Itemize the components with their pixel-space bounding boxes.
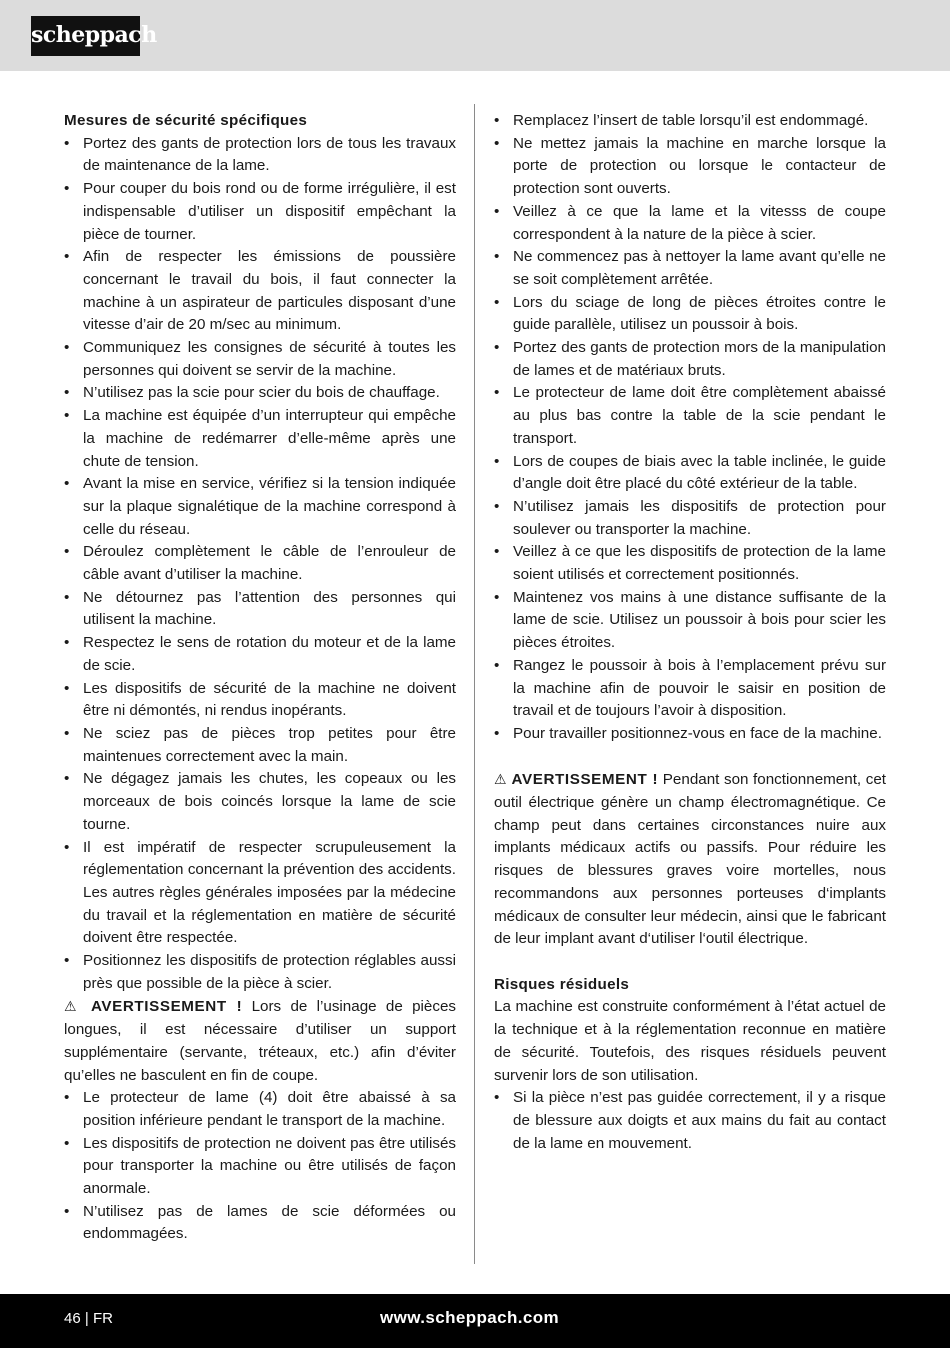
- bullet-icon: •: [494, 1089, 500, 1107]
- list-item-text: N’utilisez pas de lames de scie déformées ou endommagées.: [83, 1202, 456, 1243]
- bullet-icon: •: [64, 770, 70, 788]
- list-item: [64, 1087, 456, 1132]
- footer-separator: |: [84, 1310, 89, 1327]
- list-item: [64, 632, 456, 677]
- list-item-text: Ne sciez pas de pièces trop petites pour être maintenues correctement avec la main.: [83, 724, 456, 765]
- warning-triangle-icon: ⚠: [64, 998, 82, 1015]
- section-heading-residual-risks: Risques résiduels: [494, 975, 630, 993]
- bullet-icon: •: [64, 134, 70, 152]
- list-item-text: Il est impératif de respecter scrupuleusement la réglementation concernant la prévention des accidents. Les autres règles générales imposées par la médecine du travail et la réglementation en matière de sécurité doivent être respectée.: [83, 838, 456, 947]
- list-item-text: N’utilisez pas la scie pour scier du bois de chauffage.: [83, 384, 440, 402]
- bullet-icon: •: [64, 248, 70, 266]
- bullet-icon: •: [494, 248, 500, 266]
- section-heading-safety: Mesures de sécurité spécifiques: [64, 112, 308, 129]
- warning-triangle-icon: ⚠: [494, 771, 507, 788]
- bullet-icon: •: [494, 543, 500, 561]
- residual-risks-list: [494, 1087, 886, 1155]
- list-item-text: Communiquez les consignes de sécurité à toutes les personnes qui doivent se servir de la machine.: [83, 339, 456, 379]
- list-item: [494, 337, 886, 382]
- list-item-text: Afin de respecter les émissions de poussière concernant le travail du bois, il faut connecter la machine à un aspirateur de particules disposant d’une vitesse d’air de 20 m/sec au minimum.: [83, 248, 456, 334]
- list-item: [494, 1087, 886, 1155]
- bullet-icon: •: [64, 339, 70, 357]
- list-item: [494, 496, 886, 541]
- list-item-text: Veillez à ce que la lame et la vitesss de coupe correspondent à la nature de la pièce à scier.: [513, 202, 886, 243]
- bullet-icon: •: [64, 1134, 70, 1152]
- spacer: [494, 951, 886, 974]
- list-item-text: Le protecteur de lame (4) doit être abaissé à sa position inférieure pendant le transport de la machine.: [83, 1089, 456, 1129]
- list-item-text: Respectez le sens de rotation du moteur et de la lame de scie.: [83, 634, 456, 674]
- list-item: [494, 723, 886, 746]
- spacer: [494, 746, 886, 769]
- list-item-text: Le protecteur de lame doit être complètement abaissé au plus bas contre la table de la scie pendant le transport.: [513, 384, 886, 447]
- list-item-text: Les dispositifs de protection ne doivent pas être utilisés pour transporter la machine ou être utilisés de façon anormale.: [83, 1134, 456, 1198]
- bullet-icon: •: [64, 543, 70, 561]
- bullet-icon: •: [64, 180, 70, 198]
- bullet-icon: •: [494, 202, 500, 220]
- list-item: [64, 178, 456, 246]
- list-item-text: Ne détournez pas l’attention des personnes qui utilisent la machine.: [83, 588, 456, 629]
- list-item: [494, 451, 886, 496]
- list-item: [494, 587, 886, 655]
- bullet-icon: •: [64, 384, 70, 402]
- bullet-icon: •: [494, 293, 500, 311]
- left-column: [64, 110, 456, 1246]
- list-item-text: Rangez le poussoir à bois à l’emplacement prévu sur la machine afin de pouvoir le saisir en position de travail et de toujours l’avoir à disposition.: [513, 656, 886, 720]
- list-item: [494, 541, 886, 586]
- bullet-icon: •: [64, 634, 70, 652]
- bullet-icon: •: [494, 134, 500, 152]
- list-item: [64, 837, 456, 951]
- list-item: [494, 201, 886, 246]
- list-item-text: Lors du sciage de long de pièces étroites contre le guide parallèle, utilisez un poussoir à bois.: [513, 293, 886, 334]
- list-item-text: Ne commencez pas à nettoyer la lame avant qu’elle ne se soit complètement arrêtée.: [513, 248, 886, 288]
- warning-label: AVERTISSEMENT !: [90, 998, 243, 1016]
- list-item-text: Pour couper du bois rond ou de forme irrégulière, il est indispensable d’utiliser un dispositif empêchant la pièce de tourner.: [83, 180, 456, 243]
- list-item: [64, 1133, 456, 1201]
- bullet-icon: •: [494, 656, 500, 674]
- safety-list-1: [64, 133, 456, 996]
- warning-label: AVERTISSEMENT !: [511, 771, 659, 789]
- list-item-text: Pour travailler positionnez-vous en face de la machine.: [513, 724, 882, 742]
- bullet-icon: •: [64, 475, 70, 493]
- list-item-text: Positionnez les dispositifs de protection réglables aussi près que possible de la pièce à scier.: [83, 952, 456, 992]
- language-code: FR: [92, 1310, 113, 1327]
- list-item-text: Maintenez vos mains à une distance suffisante de la lame de scie. Utilisez un poussoir à bois pour scier les pièces étroites.: [513, 588, 886, 652]
- list-item: [64, 587, 456, 632]
- bullet-icon: •: [64, 407, 70, 425]
- list-item: [64, 723, 456, 768]
- page-number: 46: [64, 1310, 81, 1327]
- bullet-icon: •: [64, 1202, 70, 1220]
- list-item-text: Veillez à ce que les dispositifs de protection de la lame soient utilisés et correctement positionnés.: [513, 543, 886, 584]
- page-header: [0, 0, 950, 71]
- residual-risks-text: La machine est construite conformément à l’état actuel de la technique et à la réglementation reconnue en matière de sécurité. Toutefois, des risques résiduels peuvent survenir lors de son utilisation.: [494, 998, 886, 1084]
- warning-paragraph-right: [494, 768, 886, 951]
- list-item-text: Déroulez complètement le câble de l’enrouleur de câble avant d’utiliser la machine.: [83, 543, 456, 584]
- list-item: [64, 541, 456, 586]
- column-divider: [474, 104, 475, 1264]
- list-item-text: Ne mettez jamais la machine en marche lorsque la porte de protection ou lorsque le contacteur de protection sont ouverts.: [513, 134, 886, 198]
- list-item-text: N’utilisez jamais les dispositifs de protection pour soulever ou transporter la machine.: [513, 497, 886, 538]
- list-item: [494, 655, 886, 723]
- bullet-icon: •: [64, 588, 70, 606]
- bullet-icon: •: [64, 1089, 70, 1107]
- list-item-text: Ne dégagez jamais les chutes, les copeaux ou les morceaux de bois coincés lorsque la lame de scie tourne.: [83, 770, 456, 833]
- scheppach-logo: scheppach: [31, 16, 140, 56]
- bullet-icon: •: [494, 724, 500, 742]
- warning-paragraph-left: [64, 995, 456, 1087]
- bullet-icon: •: [494, 588, 500, 606]
- list-item-text: La machine est équipée d’un interrupteur qui empêche la machine de redémarrer d’elle-même après une chute de tension.: [83, 407, 456, 470]
- warning-text: Lors de l’usinage de pièces longues, il est nécessaire d’utiliser un support supplémentaire (servante, tréteaux, etc.) afin d’éviter qu’elles ne basculent en fin de coupe.: [64, 998, 456, 1084]
- list-item: [64, 1201, 456, 1246]
- list-item: [494, 292, 886, 337]
- bullet-icon: •: [494, 339, 500, 357]
- warning-text: Pendant son fonctionnement, cet outil électrique génère un champ électromagnétique. Ce champ peut dans certaines circonstances nuire aux implants médicaux actifs ou passifs. Pour réduire les risques de blessures graves voire mortelles, nous recommandons aux personnes porteuses d‘implants médicaux de consulter leur médecin, ainsi que le fabricant de leur implant avant d‘utiliser l‘outil électrique.: [494, 771, 886, 948]
- list-item: [64, 337, 456, 382]
- bullet-icon: •: [64, 838, 70, 856]
- bullet-icon: •: [64, 724, 70, 742]
- bullet-icon: •: [494, 452, 500, 470]
- list-item: [64, 950, 456, 995]
- list-item: [494, 382, 886, 450]
- list-item: [64, 678, 456, 723]
- bullet-icon: •: [494, 497, 500, 515]
- list-item: [64, 405, 456, 473]
- list-item: [64, 768, 456, 836]
- list-item: [494, 133, 886, 201]
- list-item: [494, 110, 886, 133]
- list-item-text: Les dispositifs de sécurité de la machine ne doivent être ni démontés, ni rendus inopérants.: [83, 679, 456, 720]
- list-item: [64, 473, 456, 541]
- page-footer: [0, 1294, 950, 1348]
- list-item-text: Avant la mise en service, vérifiez si la tension indiquée sur la plaque signalétique de la machine correspond à celle du réseau.: [83, 475, 456, 538]
- bullet-icon: •: [64, 679, 70, 697]
- page-indicator: [64, 1310, 113, 1327]
- list-item-text: Portez des gants de protection mors de la manipulation de lames et de matériaux bruts.: [513, 339, 886, 379]
- bullet-icon: •: [64, 952, 70, 970]
- list-item: [64, 246, 456, 337]
- safety-list-3: [494, 110, 886, 746]
- safety-list-2: [64, 1087, 456, 1246]
- bullet-icon: •: [494, 112, 500, 129]
- list-item-text: Si la pièce n’est pas guidée correctement, il y a risque de blessure aux doigts et aux mains du fait au contact de la lame en mouvement.: [513, 1089, 886, 1152]
- list-item-text: Portez des gants de protection lors de tous les travaux de maintenance de la lame.: [83, 134, 456, 175]
- right-column: [494, 110, 886, 1155]
- list-item: [64, 382, 456, 405]
- list-item-text: Lors de coupes de biais avec la table inclinée, le guide d’angle doit être placé du côté extérieur de la table.: [513, 452, 886, 493]
- bullet-icon: •: [494, 384, 500, 402]
- list-item: [64, 133, 456, 178]
- website-link[interactable]: www.scheppach.com: [380, 1308, 560, 1327]
- list-item-text: Remplacez l’insert de table lorsqu’il est endommagé.: [513, 112, 869, 129]
- list-item: [494, 246, 886, 291]
